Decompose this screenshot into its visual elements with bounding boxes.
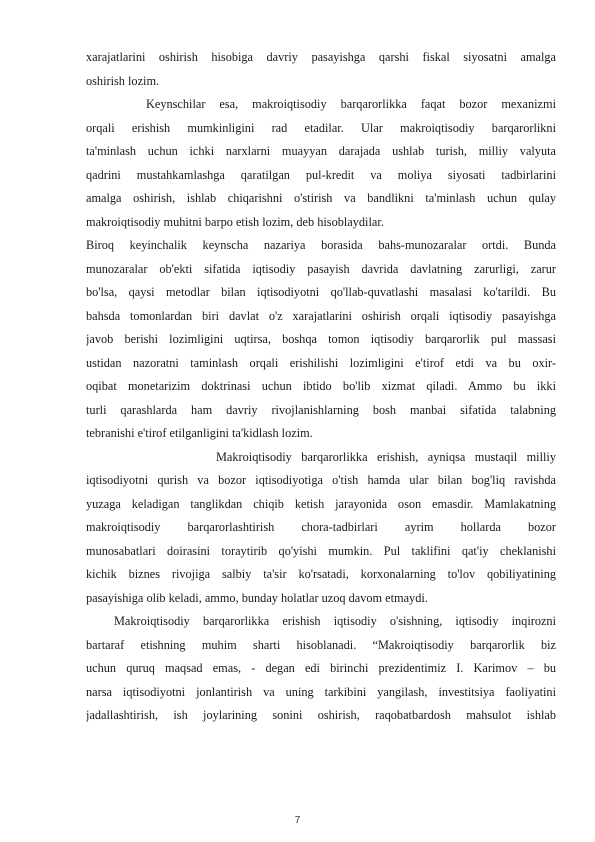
text-line: iqtisodiyotni qurish va bozor iqtisodiyotiga o'tish hamda ular bilan bog'liq ravishda	[86, 473, 556, 487]
text-line: bahsda tomonlardan biri davlat o'z xarajatlarini oshirish orqali iqtisodiy pasayishga	[86, 308, 556, 323]
text-line: xarajatlarini oshirish hisobiga davriy pasayishga qarshi fiskal siyosatni amalga	[86, 50, 556, 64]
text-line: ta'minlash uchun ichki narxlarni muayyan darajada ushlab turish, milliy valyuta	[86, 144, 556, 158]
text-line: bartaraf etishning muhim sharti hisoblanadi. “Makroiqtisodiy barqarorlik biz	[86, 637, 556, 652]
text-line: bo'lsa, qaysi metodlar bilan iqtisodiyotni qo'llab-quvatlashi masalasi ko'tarildi. Bu	[86, 285, 556, 299]
text-line: makroiqtisodiy muhitni barpo etish lozim, deb hisoblaydilar.	[86, 214, 384, 229]
text-line: oqibat monetarizim doktrinasi uchun ibtido bo'lib xizmat qiladi. Ammo bu ikki	[86, 379, 556, 393]
text-line: Biroq keyinchalik keynscha nazariya borasida bahs-munozaralar ortdi. Bunda	[86, 238, 556, 252]
text-line: qadrini mustahkamlashga qaratilgan pul-kredit va moliya siyosati tadbirlarini	[86, 167, 556, 182]
text-line: turli qarashlarda ham davriy rivojlanishlarning bosh manbai sifatida talabning	[86, 402, 556, 417]
text-line: amalga oshirish, ishlab chiqarishni o'stirish va bandlikni ta'minlash uchun qulay	[86, 191, 556, 205]
text-line: makroiqtisodiy barqarorlashtirish chora-tadbirlari ayrim hollarda bozor	[86, 520, 556, 534]
text-line: Makroiqtisodiy barqarorlikka erishish, ayniqsa mustaqil milliy	[216, 449, 556, 464]
text-line: tebranishi e'tirof etilganligini ta'kidlash lozim.	[86, 426, 313, 440]
text-line: oshirish lozim.	[86, 73, 160, 88]
text-line: uchun quruq maqsad emas, - degan edi birinchi prezidentimiz I. Karimov – bu	[86, 661, 556, 675]
text-line: munozaralar ob'ekti sifatida iqtisodiy pasayish davrida davlatning zarurligi, zarur	[86, 261, 556, 276]
text-line: Keynschilar esa, makroiqtisodiy barqarorlikka faqat bozor mexanizmi	[146, 97, 556, 111]
text-line: Makroiqtisodiy barqarorlikka erishish iqtisodiy o'sishning, iqtisodiy inqirozni	[114, 614, 556, 628]
text-line: kichik biznes rivojiga salbiy ta'sir ko'rsatadi, korxonalarning to'lov qobiliyatining	[86, 567, 556, 581]
text-line: yuzaga keladigan tanglikdan chiqib ketish jarayonida oson emasdir. Mamlakatning	[86, 496, 556, 511]
text-line: jadallashtirish, ish joylarining sonini oshirish, raqobatbardosh mahsulot ishlab	[86, 708, 556, 722]
text-line: pasayishiga olib keladi, ammo, bunday holatlar uzoq davom etmaydi.	[86, 590, 428, 605]
page-number: 7	[294, 815, 301, 826]
text-line: orqali erishish mumkinligini rad etadilar. Ular makroiqtisodiy barqarorlikni	[86, 120, 556, 135]
text-line: ustidan nazoratni taminlash orqali erishilishi lozimligini e'tirof etdi va bu oxir-	[86, 355, 556, 370]
text-line: narsa iqtisodiyotni jonlantirish va uning tarkibini yangilash, investitsiya faoliyatini	[86, 684, 556, 699]
text-line: munosabatlari doirasini toraytirib qo'yishi mumkin. Pul taklifini qat'iy cheklanishi	[86, 543, 556, 558]
text-line: javob berishi lozimligini uqtirsa, boshqa tomon iqtisodiy barqarorlik pul massasi	[86, 332, 556, 346]
document-body	[86, 46, 556, 728]
